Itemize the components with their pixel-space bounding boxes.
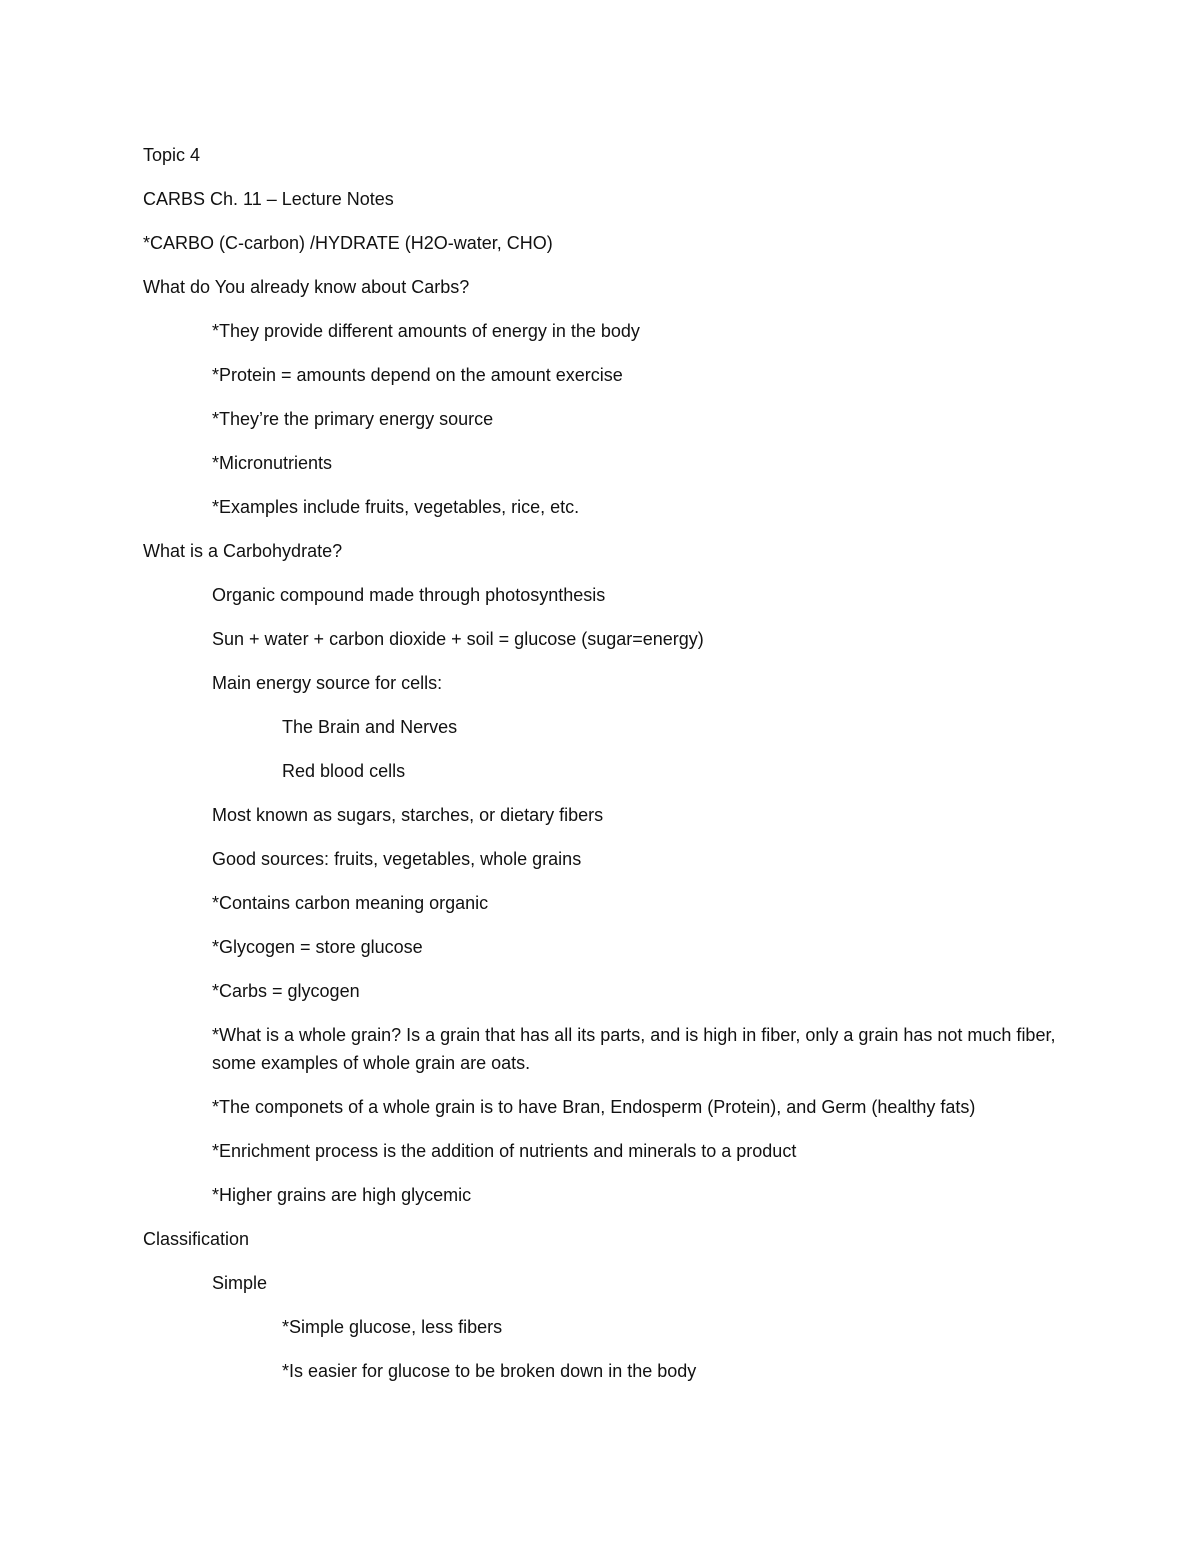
note-subline: Red blood cells [282,761,406,781]
note-line: Simple [212,1273,268,1293]
note-line: *Glycogen = store glucose [212,937,423,957]
document-title: Topic 4 [143,145,201,165]
note-subline: *Simple glucose, less fibers [282,1317,503,1337]
note-line: *They’re the primary energy source [212,409,494,429]
section-heading: What do You already know about Carbs? [143,277,470,297]
note-line: Organic compound made through photosynthesis [212,585,606,605]
note-line: Most known as sugars, starches, or dietary fibers [212,805,604,825]
note-line: *CARBO (C-carbon) /HYDRATE (H2O-water, CHO) [143,233,553,253]
note-line: *Higher grains are high glycemic [212,1185,472,1205]
note-line: *What is a whole grain? Is a grain that has all its parts, and is high in fiber, only a grain has not much fiber, some examples of whole grain are oats. [212,1025,1056,1073]
note-line: *They provide different amounts of energy in the body [212,321,640,341]
note-line: *Carbs = glycogen [212,981,360,1001]
note-line: *Contains carbon meaning organic [212,893,489,913]
note-line: Good sources: fruits, vegetables, whole grains [212,849,582,869]
note-line: *Enrichment process is the addition of nutrients and minerals to a product [212,1141,797,1161]
lecture-notes [143,141,1063,1401]
document-subtitle: CARBS Ch. 11 – Lecture Notes [143,189,394,209]
note-line: Sun + water + carbon dioxide + soil = glucose (sugar=energy) [212,629,704,649]
section-heading: Classification [143,1229,250,1249]
note-line: Main energy source for cells: [212,673,443,693]
section-heading: What is a Carbohydrate? [143,541,343,561]
note-line: *Micronutrients [212,453,333,473]
note-subline: *Is easier for glucose to be broken down in the body [282,1361,697,1381]
note-line: *Protein = amounts depend on the amount exercise [212,365,623,385]
note-line: *Examples include fruits, vegetables, rice, etc. [212,497,580,517]
note-subline: The Brain and Nerves [282,717,458,737]
note-line: *The componets of a whole grain is to have Bran, Endosperm (Protein), and Germ (healthy fats) [212,1097,976,1117]
